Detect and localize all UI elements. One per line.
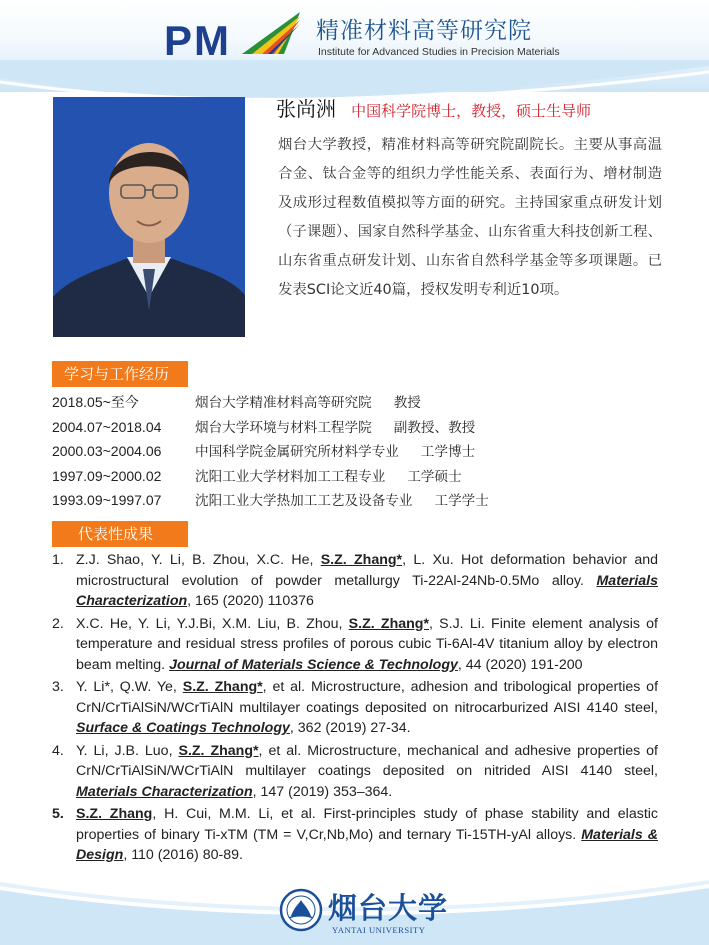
list-item: [52, 614, 658, 676]
publication-authors: Y. Li*, Q.W. Ye,: [76, 679, 183, 695]
profile-title: 中国科学院博士，教授，硕士生导师: [351, 102, 592, 120]
experience-role: 副教授、教授: [393, 419, 476, 436]
section-header-experience: 学习与工作经历: [52, 361, 188, 387]
publication-journal: Materials & Design: [76, 826, 659, 863]
list-item: [52, 465, 672, 490]
publication-highlight-author: S.Z. Zhang*: [348, 615, 429, 632]
profile-bio: 烟台大学教授，精准材料高等研究院副院长。主要从事高温合金、钛合金等的组织力学性能关系、表面行为、增材制造及成形过程数值模拟等方面的研究。主持国家重点研发计划（子课题）、国家自然科学基金、山东省重大科技创新工程、山东省重点研发计划、山东省自然科学基金等多项课题。已发表SCI论文近40篇，授权发明专利近10项。: [278, 137, 662, 298]
experience-period: 2004.07~2018.04: [52, 418, 162, 435]
experience-period: 2000.03~2004.06: [52, 443, 162, 459]
experience-role: 教授: [393, 395, 421, 411]
publication-journal: Surface & Coatings Technology: [76, 720, 290, 736]
pm-logo: PM: [164, 17, 231, 64]
experience-period: 1997.09~2000.02: [52, 467, 162, 484]
publication-citation: , 147 (2019) 353–364.: [252, 783, 393, 800]
publication-authors: X.C. He, Y. Li, Y.J.Bi, X.M. Liu, B. Zhou,: [76, 615, 349, 632]
publication-title: , et al. Microstructure, adhesion and tribological properties of CrN/CrTiAlSiN/WCrTiAlN multilayer coatings deposited on nitrocarburized AISI 4140 steel,: [76, 679, 659, 716]
publication-title: , H. Cui, M.M. Li, et al. First-principles study of phase stability and elastic properties of binary Ti-xTM (TM = V,Cr,Nb,Mo) and ternary Ti-15TH-yAl alloys.: [76, 806, 659, 843]
institute-name-cn: 精准材料高等研究院: [316, 18, 532, 44]
publication-text: [76, 677, 658, 739]
publication-highlight-author: S.Z. Zhang: [76, 806, 153, 822]
publication-text: [76, 550, 658, 612]
list-item: [52, 550, 658, 612]
experience-list: [52, 391, 672, 514]
publication-title: , S.J. Li. Finite element analysis of temperature and residual stress profiles of porous cubic Ti-6Al-4V titanium alloy by electron beam melting.: [76, 615, 658, 673]
publication-number: 5.: [52, 806, 64, 822]
experience-institution: 沈阳工业大学热加工工艺及设备专业: [195, 493, 413, 509]
publication-journal: Journal of Materials Science & Technology: [169, 656, 458, 673]
experience-role: 工学博士: [420, 444, 476, 460]
pm-logo-triangle-icon: [238, 10, 308, 58]
list-item: [52, 804, 658, 866]
list-item: [52, 440, 672, 465]
university-seal-icon: [279, 888, 323, 932]
publication-title: , L. Xu. Hot deformation behavior and microstructural evolution of powder metallurgy Ti-22Al-24Nb-0.5Mo alloy.: [76, 552, 658, 589]
publication-highlight-author: S.Z. Zhang*: [182, 679, 263, 695]
list-item: [52, 489, 672, 514]
publication-highlight-author: S.Z. Zhang*: [178, 742, 259, 759]
profile-photo: [53, 97, 245, 337]
experience-role: 工学硕士: [407, 468, 462, 485]
publication-citation: , 165 (2020) 110376: [187, 593, 314, 609]
experience-institution: 烟台大学精准材料高等研究院: [195, 395, 372, 411]
profile-heading: [276, 93, 591, 122]
publication-journal: Materials Characterization: [76, 572, 658, 609]
publication-authors: Y. Li, J.B. Luo,: [76, 742, 179, 759]
publication-citation: , 362 (2019) 27-34.: [289, 720, 411, 736]
list-item: [52, 677, 658, 739]
experience-period: 2018.05~至今: [52, 394, 139, 410]
publication-number: 2.: [52, 615, 64, 632]
publication-citation: , 110 (2016) 80-89.: [123, 847, 243, 863]
publication-citation: , 44 (2020) 191-200: [457, 656, 583, 673]
portrait-image: [53, 97, 245, 337]
experience-institution: 沈阳工业大学材料加工工程专业: [195, 468, 386, 485]
list-item: [52, 416, 672, 441]
publication-title: , et al. Microstructure, mechanical and adhesive properties of CrN/CrTiAlSiN/WCrTiAlN multilayer coatings deposited on nitrided AISI 4140 steel,: [76, 742, 658, 779]
profile-name: 张尚洲: [276, 97, 336, 121]
university-name-cn: 烟台大学: [328, 891, 449, 925]
experience-institution: 烟台大学环境与材料工程学院: [195, 419, 372, 436]
publication-highlight-author: S.Z. Zhang*: [320, 552, 403, 568]
list-item: [52, 741, 658, 803]
publication-text: [76, 741, 658, 803]
university-name-en: YANTAI UNIVERSITY: [332, 925, 426, 935]
publication-authors: Z.J. Shao, Y. Li, B. Zhou, X.C. He,: [76, 552, 321, 568]
institute-name-en: Institute for Advanced Studies in Precision Materials: [318, 46, 560, 58]
experience-period: 1993.09~1997.07: [52, 492, 162, 508]
publication-number: 1.: [52, 552, 64, 568]
experience-role: 工学学士: [434, 493, 489, 509]
publication-text: [76, 804, 658, 866]
experience-institution: 中国科学院金属研究所材料学专业: [195, 444, 399, 460]
section-header-achievements: 代表性成果: [52, 521, 188, 547]
publication-journal: Materials Characterization: [76, 783, 253, 800]
publication-list: [52, 550, 658, 868]
publication-number: 3.: [52, 679, 64, 695]
publication-text: [76, 614, 658, 676]
publication-number: 4.: [52, 742, 64, 759]
list-item: [52, 391, 672, 416]
